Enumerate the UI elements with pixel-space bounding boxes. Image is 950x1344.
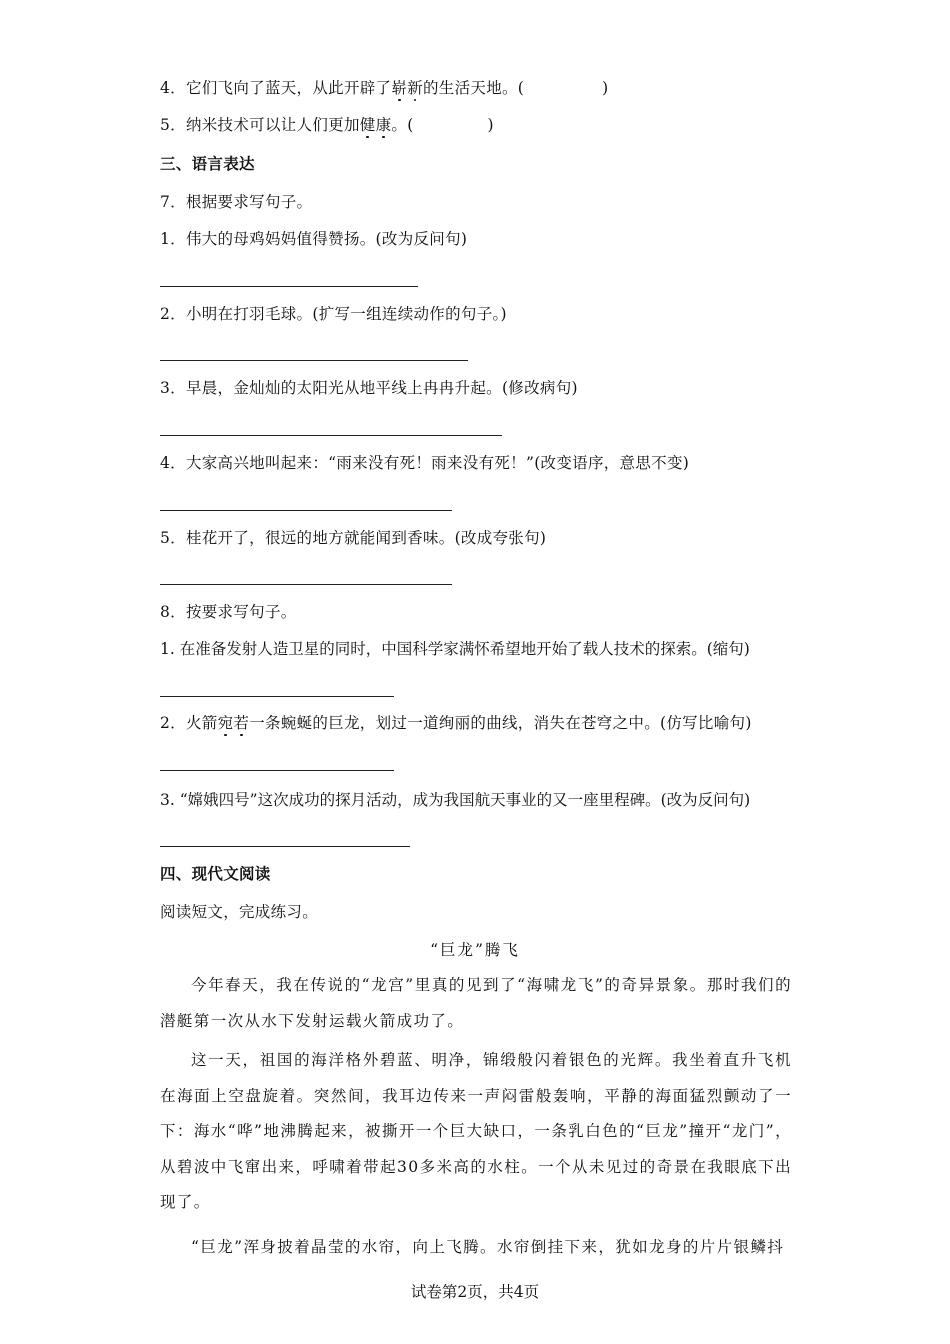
question-item: 2．小明在打羽毛球。(扩写一组连续动作的句子。): [160, 305, 507, 323]
answer-line[interactable]: [160, 846, 410, 847]
question-title: 7．根据要求写句子。: [160, 193, 313, 211]
article-paragraph: “巨龙”浑身披着晶莹的水帘，向上飞腾。水帘倒挂下来，犹如龙身的片片银鳞抖: [191, 1238, 785, 1256]
article-title: “巨龙”腾飞: [430, 941, 520, 959]
question-item: 3. “嫦娥四号”这次成功的探月活动，成为我国航天事业的又一座里程碑。(改为反问句): [160, 791, 751, 809]
answer-line[interactable]: [160, 435, 502, 436]
article-paragraph: 今年春天，我在传说的“龙宫”里真的见到了“海啸龙飞”的奇异景象。那时我们的潜艇第一次从水下发射运载火箭成功了。: [160, 976, 792, 1030]
section-heading: 四、现代文阅读: [160, 864, 271, 883]
instruction: 阅读短文，完成练习。: [160, 903, 319, 921]
question-item: 4．大家高兴地叫起来：“雨来没有死！雨来没有死！”(改变语序，意思不变): [160, 454, 690, 472]
section-heading: 三、语言表达: [160, 154, 255, 173]
question-title: 8．按要求写句子。: [160, 603, 297, 621]
answer-line[interactable]: [160, 584, 452, 585]
question-item: 1．伟大的母鸡妈妈值得赞扬。(改为反问句): [160, 230, 468, 248]
article-paragraph: 这一天，祖国的海洋格外碧蓝、明净，锦缎般闪着银色的光辉。我坐着直升飞机在海面上空盘旋着。突然间，我耳边传来一声闷雷般轰响，平静的海面猛烈颤动了一下：海水“哗”地沸腾起来，被撕开一个巨大缺口，一条乳白色的“巨龙”撞开“龙门”，从碧波中飞窜出来，呼啸着带起30多米高的水柱。一个从未见过的奇景在我眼底下出现了。: [160, 1051, 792, 1211]
question-item: 2．火箭宛若一条蜿蜒的巨龙，划过一道绚丽的曲线，消失在苍穹之中。(仿写比喻句): [160, 714, 752, 732]
answer-line[interactable]: [160, 770, 394, 771]
question-5: 5．纳米技术可以让人们更加健康。( ): [160, 116, 494, 134]
answer-line[interactable]: [160, 286, 418, 287]
question-item: 1. 在准备发射人造卫星的同时，中国科学家满怀希望地开始了载人技术的探索。(缩句): [160, 640, 750, 658]
answer-line[interactable]: [160, 510, 452, 511]
answer-line[interactable]: [160, 696, 394, 697]
question-item: 5．桂花开了，很远的地方就能闻到香味。(改成夸张句): [160, 529, 547, 547]
page-footer: 试卷第2页，共4页: [410, 1283, 540, 1301]
answer-line[interactable]: [160, 360, 468, 361]
question-item: 3．早晨，金灿灿的太阳光从地平线上冉冉升起。(修改病句): [160, 379, 578, 397]
question-4: 4．它们飞向了蓝天，从此开辟了崭新的生活天地。( ): [160, 79, 609, 97]
